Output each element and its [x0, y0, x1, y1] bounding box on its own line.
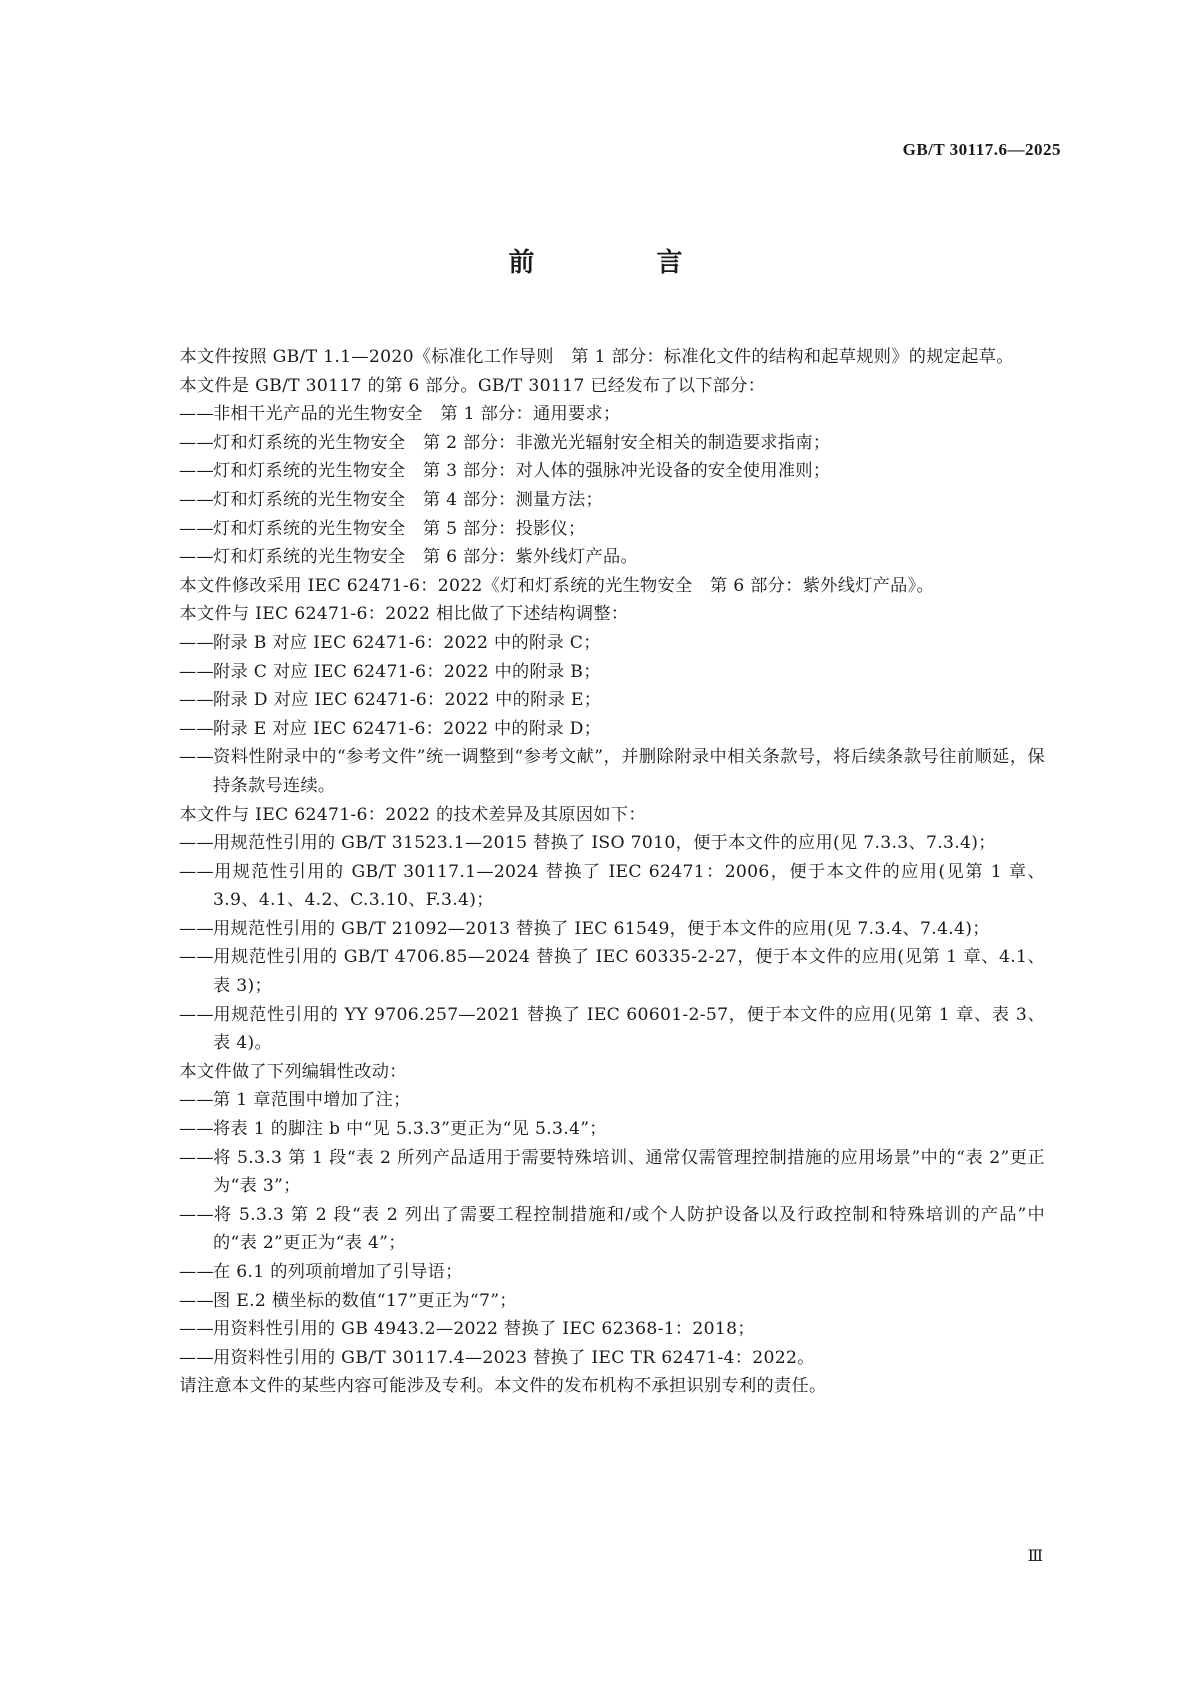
- list-item-text: 用规范性引用的 GB/T 21092—2013 替换了 IEC 61549，便于本文件的应用(见 7.3.4、7.4.4)；: [213, 918, 990, 939]
- list-dash: ——: [179, 1347, 214, 1368]
- list-dash: ——: [179, 432, 214, 453]
- list-item-text: 附录 B 对应 IEC 62471-6：2022 中的附录 C；: [213, 632, 601, 653]
- paragraph: 本文件是 GB/T 30117 的第 6 部分。GB/T 30117 已经发布了以下部分：: [179, 375, 766, 396]
- list-dash: ——: [179, 461, 214, 482]
- list-item-text: 用规范性引用的 GB/T 4706.85—2024 替换了 IEC 60335-2-27，便于本文件的应用(见第 1 章、4.1、表 3)；: [213, 947, 1045, 997]
- list-item: [145, 515, 1045, 544]
- list-item-text: 灯和灯系统的光生物安全 第 5 部分：投影仪；: [213, 518, 586, 539]
- list-dash: ——: [179, 947, 214, 968]
- list-item: [145, 915, 1045, 944]
- list-item-text: 将 5.3.3 第 1 段“表 2 所列产品适用于需要特殊培训、通常仅需管理控制措施的应用场景”中的“表 2”更正为“表 3”；: [213, 1147, 1045, 1197]
- paragraph: 请注意本文件的某些内容可能涉及专利。本文件的发布机构不承担识别专利的责任。: [179, 1376, 827, 1397]
- list-item-text: 用资料性引用的 GB/T 30117.4—2023 替换了 IEC TR 62471-4：2022。: [213, 1347, 815, 1368]
- list-item-text: 用资料性引用的 GB 4943.2—2022 替换了 IEC 62368-1：2018；: [213, 1319, 755, 1340]
- list-item: [145, 1287, 1045, 1316]
- list-item: [145, 1258, 1045, 1287]
- list-dash: ——: [179, 661, 214, 682]
- list-item: [145, 1086, 1045, 1115]
- list-item: [145, 1315, 1045, 1344]
- list-dash: ——: [179, 518, 214, 539]
- list-dash: ——: [179, 1290, 214, 1311]
- list-item-text: 图 E.2 横坐标的数值“17”更正为“7”；: [213, 1290, 517, 1311]
- list-item: [145, 1001, 1045, 1058]
- list-item-text: 在 6.1 的列项前增加了引导语；: [213, 1262, 463, 1282]
- list-dash: ——: [179, 1204, 214, 1225]
- list-item-text: 灯和灯系统的光生物安全 第 2 部分：非激光光辐射安全相关的制造要求指南；: [213, 432, 831, 453]
- list-item: [145, 658, 1045, 687]
- list-item: [145, 1201, 1045, 1258]
- list-dash: ——: [179, 718, 214, 739]
- list-item: [145, 400, 1045, 429]
- list-dash: ——: [179, 1119, 214, 1140]
- list-item-text: 灯和灯系统的光生物安全 第 3 部分：对人体的强脉冲光设备的安全使用准则；: [213, 461, 831, 482]
- list-item: [145, 829, 1045, 858]
- list-item-text: 资料性附录中的“参考文件”统一调整到“参考文献”，并删除附录中相关条款号，将后续条款号往前顺延，保持条款号连续。: [213, 747, 1045, 796]
- list-item-text: 将表 1 的脚注 b 中“见 5.3.3”更正为“见 5.3.4”；: [213, 1119, 607, 1140]
- list-item: [145, 429, 1045, 458]
- paragraph: 本文件与 IEC 62471-6：2022 的技术差异及其原因如下：: [179, 804, 646, 825]
- list-dash: ——: [179, 918, 214, 939]
- list-item-text: 将 5.3.3 第 2 段“表 2 列出了需要工程控制措施和/或个人防护设备以及行政控制和特殊培训的产品”中的“表 2”更正为“表 4”；: [213, 1204, 1045, 1254]
- list-dash: ——: [179, 547, 214, 568]
- list-dash: ——: [179, 1262, 214, 1282]
- list-dash: ——: [179, 1004, 214, 1025]
- list-dash: ——: [179, 1147, 214, 1168]
- list-item: [145, 686, 1045, 715]
- paragraph: 本文件修改采用 IEC 62471-6：2022《灯和灯系统的光生物安全 第 6 部分：紫外线灯产品》。: [179, 575, 935, 596]
- list-item-text: 用规范性引用的 GB/T 30117.1—2024 替换了 IEC 62471：2006，便于本文件的应用(见第 1 章、3.9、4.1、4.2、C.3.10、F.3.4)；: [213, 861, 1045, 911]
- list-dash: ——: [179, 632, 214, 653]
- list-item: [145, 1115, 1045, 1144]
- list-item: [145, 1144, 1045, 1201]
- list-dash: ——: [179, 404, 214, 425]
- paragraph: 本文件做了下列编辑性改动：: [179, 1061, 407, 1082]
- document-body: [145, 343, 1045, 1401]
- list-item-text: 非相干光产品的光生物安全 第 1 部分：通用要求；: [213, 404, 621, 425]
- list-item-text: 灯和灯系统的光生物安全 第 4 部分：测量方法；: [213, 489, 604, 510]
- list-item: [145, 743, 1045, 800]
- list-dash: ——: [179, 690, 214, 711]
- page-number: Ⅲ: [1027, 1548, 1043, 1565]
- list-item: [145, 858, 1045, 915]
- list-item-text: 附录 D 对应 IEC 62471-6：2022 中的附录 E；: [213, 690, 602, 711]
- paragraph: 本文件按照 GB/T 1.1—2020《标准化工作导则 第 1 部分：标准化文件的结构和起草规则》的规定起草。: [179, 347, 1014, 367]
- list-item: [145, 715, 1045, 744]
- list-dash: ——: [179, 833, 214, 854]
- list-dash: ——: [179, 489, 214, 510]
- paragraph: 本文件与 IEC 62471-6：2022 相比做了下述结构调整：: [179, 604, 629, 625]
- page-title: 前 言: [508, 248, 731, 278]
- list-dash: ——: [179, 1319, 214, 1340]
- list-item-text: 附录 E 对应 IEC 62471-6：2022 中的附录 D；: [213, 718, 602, 739]
- document-code: GB/T 30117.6—2025: [902, 140, 1061, 159]
- list-item-text: 灯和灯系统的光生物安全 第 6 部分：紫外线灯产品。: [213, 547, 638, 568]
- list-item-text: 第 1 章范围中增加了注；: [213, 1090, 411, 1111]
- list-item: [145, 943, 1045, 1000]
- list-dash: ——: [179, 747, 214, 768]
- list-dash: ——: [179, 861, 214, 882]
- list-item-text: 用规范性引用的 GB/T 31523.1—2015 替换了 ISO 7010，便于本文件的应用(见 7.3.3、7.3.4)；: [213, 833, 996, 854]
- list-dash: ——: [179, 1090, 214, 1111]
- list-item: [145, 457, 1045, 486]
- list-item: [145, 1344, 1045, 1373]
- list-item-text: 用规范性引用的 YY 9706.257—2021 替换了 IEC 60601-2-57，便于本文件的应用(见第 1 章、表 3、表 4)。: [213, 1004, 1045, 1054]
- list-item: [145, 629, 1045, 658]
- list-item: [145, 486, 1045, 515]
- list-item-text: 附录 C 对应 IEC 62471-6：2022 中的附录 B；: [213, 661, 601, 682]
- list-item: [145, 543, 1045, 572]
